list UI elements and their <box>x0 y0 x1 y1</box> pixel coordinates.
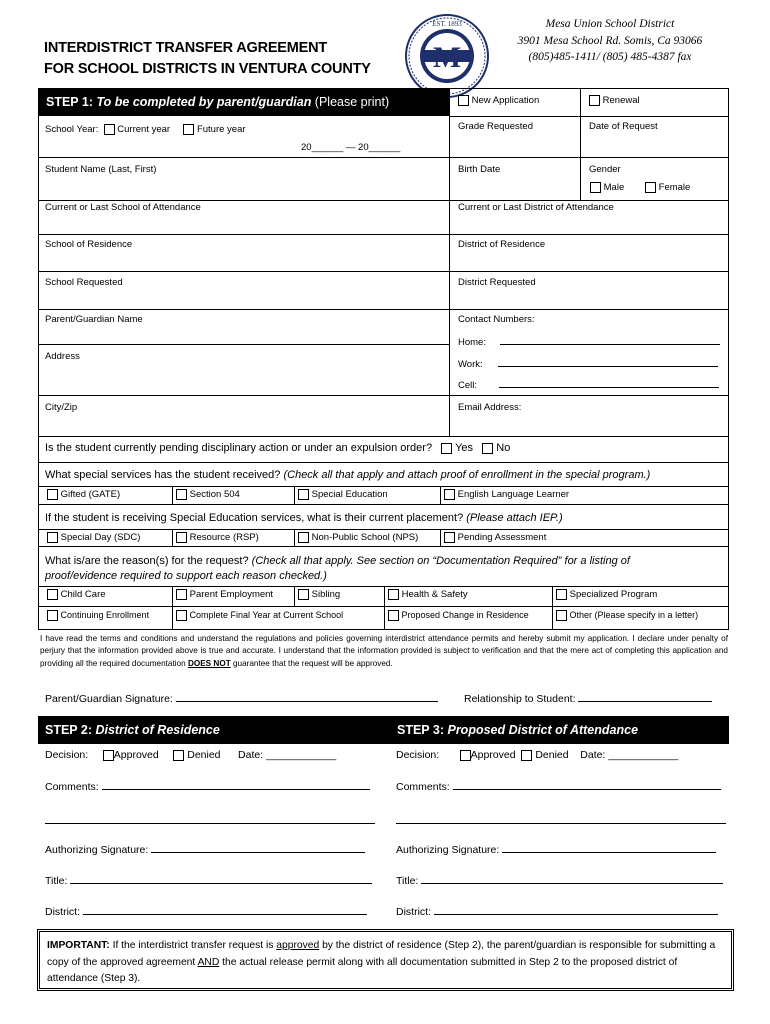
step3-auth-row[interactable]: Authorizing Signature: <box>396 843 716 856</box>
school-residence-label: School of Residence <box>45 239 133 250</box>
reasons-question: What is/are the reason(s) for the request? (Check all that apply. See section on “Documentation Required” for a listing of proof/evidence required to support each reason checked.) <box>45 555 630 582</box>
disciplinary-yes-checkbox[interactable] <box>441 443 452 454</box>
step2-comments-line2[interactable] <box>45 823 375 824</box>
specialized-program-checkbox[interactable] <box>556 589 567 600</box>
birth-date-label: Birth Date <box>458 164 501 175</box>
contact-numbers-label: Contact Numbers: <box>458 314 535 325</box>
sibling-checkbox[interactable] <box>298 589 309 600</box>
city-zip-label: City/Zip <box>45 402 78 413</box>
placement-sdc[interactable]: Special Day (SDC) <box>47 532 140 543</box>
disciplinary-no-checkbox[interactable] <box>482 443 493 454</box>
sdc-checkbox[interactable] <box>47 532 58 543</box>
relationship-field[interactable] <box>578 692 712 702</box>
step2-comments-row[interactable]: Comments: <box>45 780 370 793</box>
placement-question: If the student is receiving Special Education services, what is their current placement? (Please attach IEP.) <box>45 512 563 524</box>
continuing-enrollment-checkbox[interactable] <box>47 610 58 621</box>
step2-title-row[interactable]: Title: <box>45 874 372 887</box>
special-ed-checkbox[interactable] <box>298 489 309 500</box>
disciplinary-question: Is the student currently pending disciplinary action or under an expulsion order? Yes No <box>45 442 511 454</box>
student-name-label: Student Name (Last, First) <box>45 164 157 175</box>
district-name: Mesa Union School District <box>545 18 675 30</box>
health-safety-checkbox[interactable] <box>388 589 399 600</box>
email-label: Email Address: <box>458 402 522 413</box>
district-phone: (805)485-1411/ (805) 485-4387 fax <box>528 51 692 63</box>
service-gifted[interactable]: Gifted (GATE) <box>47 489 120 500</box>
step2-approved-checkbox[interactable] <box>103 750 114 761</box>
home-phone-field[interactable] <box>500 335 720 345</box>
male-checkbox[interactable] <box>590 182 601 193</box>
step2-denied-checkbox[interactable] <box>173 750 184 761</box>
child-care-checkbox[interactable] <box>47 589 58 600</box>
reason-sibling[interactable]: Sibling <box>298 589 340 600</box>
step2-decision-row: Decision: Approved Denied Date: ____________ <box>45 749 337 761</box>
change-residence-checkbox[interactable] <box>388 610 399 621</box>
placement-nps[interactable]: Non-Public School (NPS) <box>298 532 418 543</box>
service-ell[interactable]: English Language Learner <box>444 489 569 500</box>
female-option[interactable]: Female <box>645 182 690 193</box>
school-requested-label: School Requested <box>45 277 123 288</box>
year-range-field[interactable]: 20______ — 20______ <box>301 142 401 153</box>
step3-title-field[interactable] <box>421 874 723 884</box>
male-option[interactable]: Male <box>590 182 624 193</box>
rsp-checkbox[interactable] <box>176 532 187 543</box>
gifted-checkbox[interactable] <box>47 489 58 500</box>
step3-comments-row[interactable]: Comments: <box>396 780 721 793</box>
reason-specialized-program[interactable]: Specialized Program <box>556 589 657 600</box>
services-question: What special services has the student received? (Check all that apply and attach proof of enrollment in the special program.) <box>45 469 651 481</box>
reason-change-residence[interactable]: Proposed Change in Residence <box>388 610 529 621</box>
step2-comments-field[interactable] <box>102 780 370 790</box>
step3-title-row[interactable]: Title: <box>396 874 723 887</box>
step2-district-row[interactable]: District: <box>45 905 367 918</box>
work-phone-field[interactable] <box>498 357 718 367</box>
step3-district-field[interactable] <box>434 905 718 915</box>
gender-label: Gender <box>589 164 621 175</box>
step1-form <box>38 88 729 630</box>
renewal-checkbox[interactable] <box>589 95 600 106</box>
reason-complete-final-year[interactable]: Complete Final Year at Current School <box>176 610 343 621</box>
step2-date-field[interactable]: ____________ <box>266 749 337 761</box>
district-residence-label: District of Residence <box>458 239 546 250</box>
parent-signature-row[interactable]: Parent/Guardian Signature: <box>45 692 438 705</box>
step3-comments-line2[interactable] <box>396 823 726 824</box>
reason-parent-employment[interactable]: Parent Employment <box>176 589 273 600</box>
step3-comments-field[interactable] <box>453 780 721 790</box>
cell-phone-row[interactable]: Cell: <box>458 378 719 391</box>
parent-employment-checkbox[interactable] <box>176 589 187 600</box>
step2-district-field[interactable] <box>83 905 367 915</box>
parent-signature-field[interactable] <box>176 692 438 702</box>
form-title <box>44 38 371 80</box>
step2-header: STEP 2: District of Residence <box>38 716 390 744</box>
cell-phone-field[interactable] <box>499 378 719 388</box>
current-school-label: Current or Last School of Attendance <box>45 202 201 213</box>
district-info <box>500 16 720 66</box>
address-label: Address <box>45 351 80 362</box>
title-line-1: INTERDISTRICT TRANSFER AGREEMENT <box>44 40 328 56</box>
current-district-label: Current or Last District of Attendance <box>458 202 614 213</box>
column-divider <box>449 89 450 436</box>
other-reason-checkbox[interactable] <box>556 610 567 621</box>
new-application-option[interactable]: New Application <box>458 95 539 106</box>
step3-district-row[interactable]: District: <box>396 905 718 918</box>
placement-rsp[interactable]: Resource (RSP) <box>176 532 259 543</box>
parent-name-label: Parent/Guardian Name <box>45 314 143 325</box>
legal-declaration: I have read the terms and conditions and understand the regulations and policies governing interdistrict attendance permits and hereby submit my application. I declare under penalty of perjury that the information provided above is true and accurate. I understand that the information provided is subject to verification and that the mere act of completing this application and providing all the required documentation DOES NOT guarantee that the request will be approved. <box>40 634 728 668</box>
section-504-checkbox[interactable] <box>176 489 187 500</box>
step3-header: STEP 3: Proposed District of Attendance <box>390 716 729 744</box>
future-year-checkbox[interactable] <box>183 124 194 135</box>
seal-est: EST. 1893 <box>432 20 462 28</box>
step3-auth-field[interactable] <box>502 843 716 853</box>
district-seal-logo <box>405 14 489 98</box>
relationship-row[interactable]: Relationship to Student: <box>464 692 712 705</box>
home-phone-row[interactable]: Home: <box>458 335 720 348</box>
reason-child-care[interactable]: Child Care <box>47 589 106 600</box>
new-application-checkbox[interactable] <box>458 95 469 106</box>
district-address: 3901 Mesa School Rd. Somis, Ca 93066 <box>517 34 703 47</box>
step2-auth-row[interactable]: Authorizing Signature: <box>45 843 365 856</box>
work-phone-row[interactable]: Work: <box>458 357 718 370</box>
nps-checkbox[interactable] <box>298 532 309 543</box>
renewal-option[interactable]: Renewal <box>589 95 640 106</box>
complete-final-year-checkbox[interactable] <box>176 610 187 621</box>
column-divider-2 <box>580 89 581 200</box>
step3-date-field[interactable]: ____________ <box>608 749 679 761</box>
reason-continuing-enrollment[interactable]: Continuing Enrollment <box>47 610 149 621</box>
service-504[interactable]: Section 504 <box>176 489 240 500</box>
step3-approved-checkbox[interactable] <box>460 750 471 761</box>
step2-auth-field[interactable] <box>151 843 365 853</box>
important-notice: IMPORTANT: If the interdistrict transfer request is approved by the district of residence (Step 2), the parent/guardian is responsible for submitting a copy of the approved agreement AND the actual release permit along with all documentation submitted in Step 2 to the proposed district of attendance (Step 3). <box>37 929 734 991</box>
step3-decision-row: Decision: Approved Denied Date: ____________ <box>396 749 679 761</box>
seal-letter: M <box>432 41 462 74</box>
step3-denied-checkbox[interactable] <box>521 750 532 761</box>
service-special-ed[interactable]: Special Education <box>298 489 388 500</box>
reason-other[interactable]: Other (Please specify in a letter) <box>556 610 698 621</box>
ell-checkbox[interactable] <box>444 489 455 500</box>
pending-assessment-checkbox[interactable] <box>444 532 455 543</box>
current-year-checkbox[interactable] <box>104 124 115 135</box>
placement-pending[interactable]: Pending Assessment <box>444 532 546 543</box>
date-of-request-label: Date of Request <box>589 121 658 132</box>
step1-header: STEP 1: To be completed by parent/guardian (Please print) <box>39 89 449 116</box>
district-requested-label: District Requested <box>458 277 536 288</box>
grade-requested-label: Grade Requested <box>458 121 533 132</box>
title-line-2: FOR SCHOOL DISTRICTS IN VENTURA COUNTY <box>44 61 371 77</box>
school-year-row: School Year: Current year Future year <box>45 124 246 136</box>
reason-health-safety[interactable]: Health & Safety <box>388 589 468 600</box>
step2-title-field[interactable] <box>70 874 372 884</box>
female-checkbox[interactable] <box>645 182 656 193</box>
